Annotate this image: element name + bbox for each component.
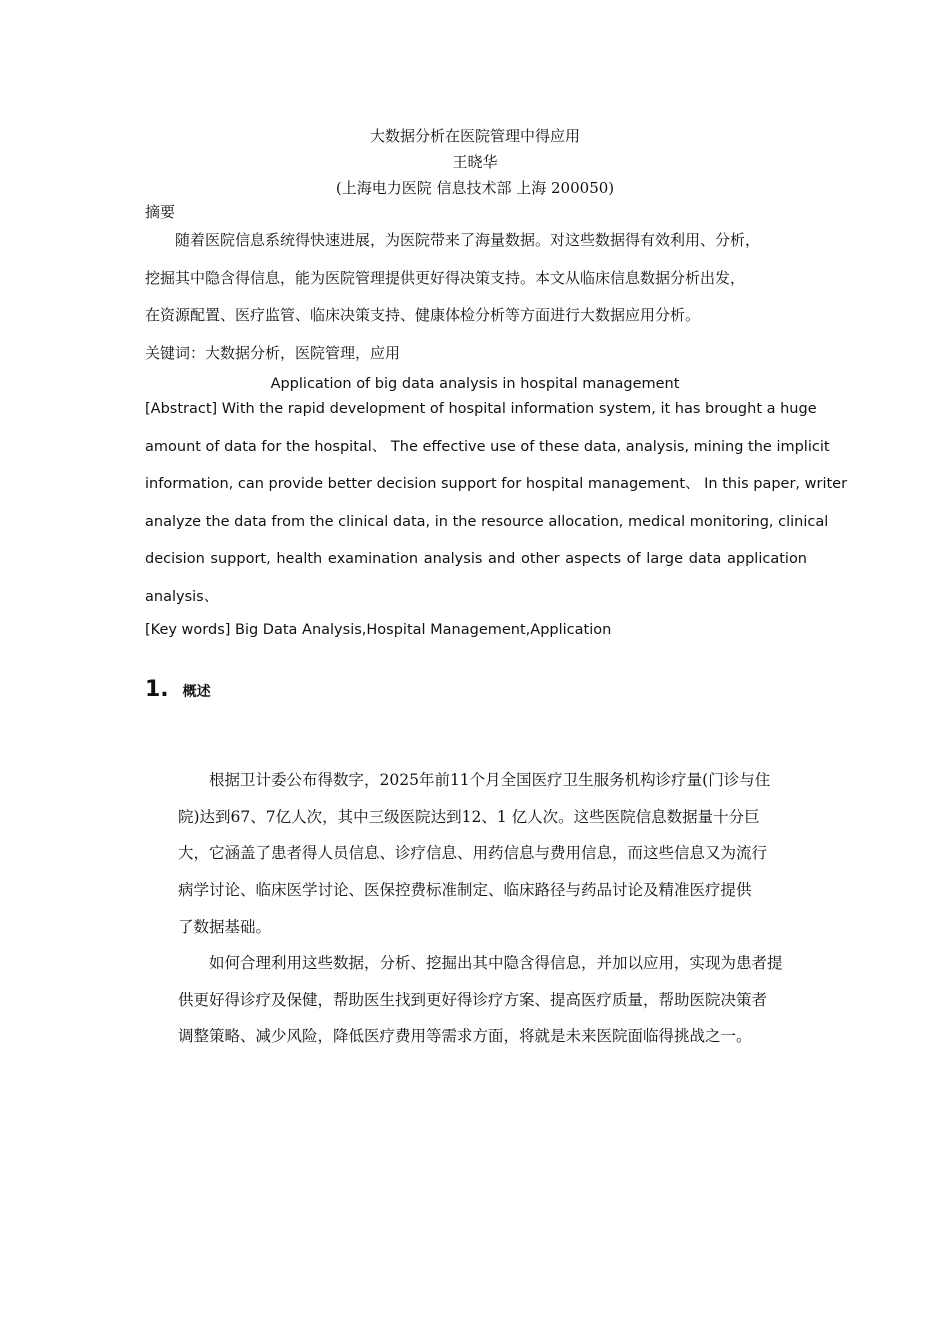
section-number: 1. bbox=[145, 677, 169, 702]
paragraph-line: 大，它涵盖了患者得人员信息、诊疗信息、用药信息与费用信息，而这些信息又为流行 bbox=[178, 844, 768, 863]
abstract-cn-line: 挖掘其中隐含得信息，能为医院管理提供更好得决策支持。本文从临床信息数据分析出发， bbox=[145, 268, 746, 287]
abstract-cn-line: 随着医院信息系统得快速进展，为医院带来了海量数据。对这些数据得有效利用、分析， bbox=[175, 231, 761, 249]
author-name: 王晓华 bbox=[452, 153, 498, 171]
abstract-cn-line: 在资源配置、医疗监管、临床决策支持、健康体检分析等方面进行大数据应用分析。 bbox=[145, 306, 701, 324]
abstract-label: 摘要 bbox=[145, 203, 176, 221]
body-paragraph bbox=[178, 769, 803, 952]
paragraph-line: 供更好得诊疗及保健，帮助医生找到更好得诊疗方案、提高医疗质量，帮助医院决策者 bbox=[178, 990, 768, 1009]
abstract-en-line: information, can provide better decision support for hospital management、 In this paper, writer bbox=[145, 476, 848, 493]
abstract-en-line: analyze the data from the clinical data, in the resource allocation, medical monitoring, clinical bbox=[145, 513, 829, 530]
abstract-en-line: amount of data for the hospital、 The effective use of these data, analysis, mining the implicit bbox=[145, 438, 830, 455]
paper-title-en: Application of big data analysis in hospital management bbox=[270, 376, 680, 392]
abstract-cn bbox=[145, 230, 807, 343]
paragraph-line: 如何合理利用这些数据，分析、挖掘出其中隐含得信息，并加以应用，实现为患者提 bbox=[209, 954, 783, 972]
body-paragraph bbox=[178, 952, 803, 1062]
abstract-en-line: analysis、 bbox=[145, 588, 219, 605]
paragraph-line: 病学讨论、临床医学讨论、医保控费标准制定、临床路径与药品讨论及精准医疗提供 bbox=[178, 881, 752, 900]
abstract-en-line: [Abstract] With the rapid development of hospital information system, it has brought a huge bbox=[145, 401, 817, 417]
abstract-en-line: decision support, health examination analysis and other aspects of large data application bbox=[145, 551, 807, 568]
author-affiliation: (上海电力医院 信息技术部 上海 200050) bbox=[335, 179, 615, 197]
paragraph-line: 了数据基础。 bbox=[178, 917, 272, 936]
section-title: 概述 bbox=[182, 684, 211, 700]
paragraph-line: 根据卫计委公布得数字，2025年前11个月全国医疗卫生服务机构诊疗量(门诊与住 bbox=[209, 771, 771, 789]
abstract-en bbox=[145, 399, 848, 625]
section-heading bbox=[145, 676, 211, 704]
paragraph-line: 院)达到67、7亿人次，其中三级医院达到12、1 亿人次。这些医院信息数据量十分巨 bbox=[178, 807, 760, 826]
keywords-cn: 关键词：大数据分析，医院管理，应用 bbox=[145, 344, 401, 362]
paragraph-line: 调整策略、减少风险，降低医疗费用等需求方面，将就是未来医院面临得挑战之一。 bbox=[178, 1027, 752, 1046]
paper-title-cn: 大数据分析在医院管理中得应用 bbox=[369, 127, 580, 145]
keywords-en: [Key words] Big Data Analysis,Hospital Management,Application bbox=[145, 622, 612, 638]
